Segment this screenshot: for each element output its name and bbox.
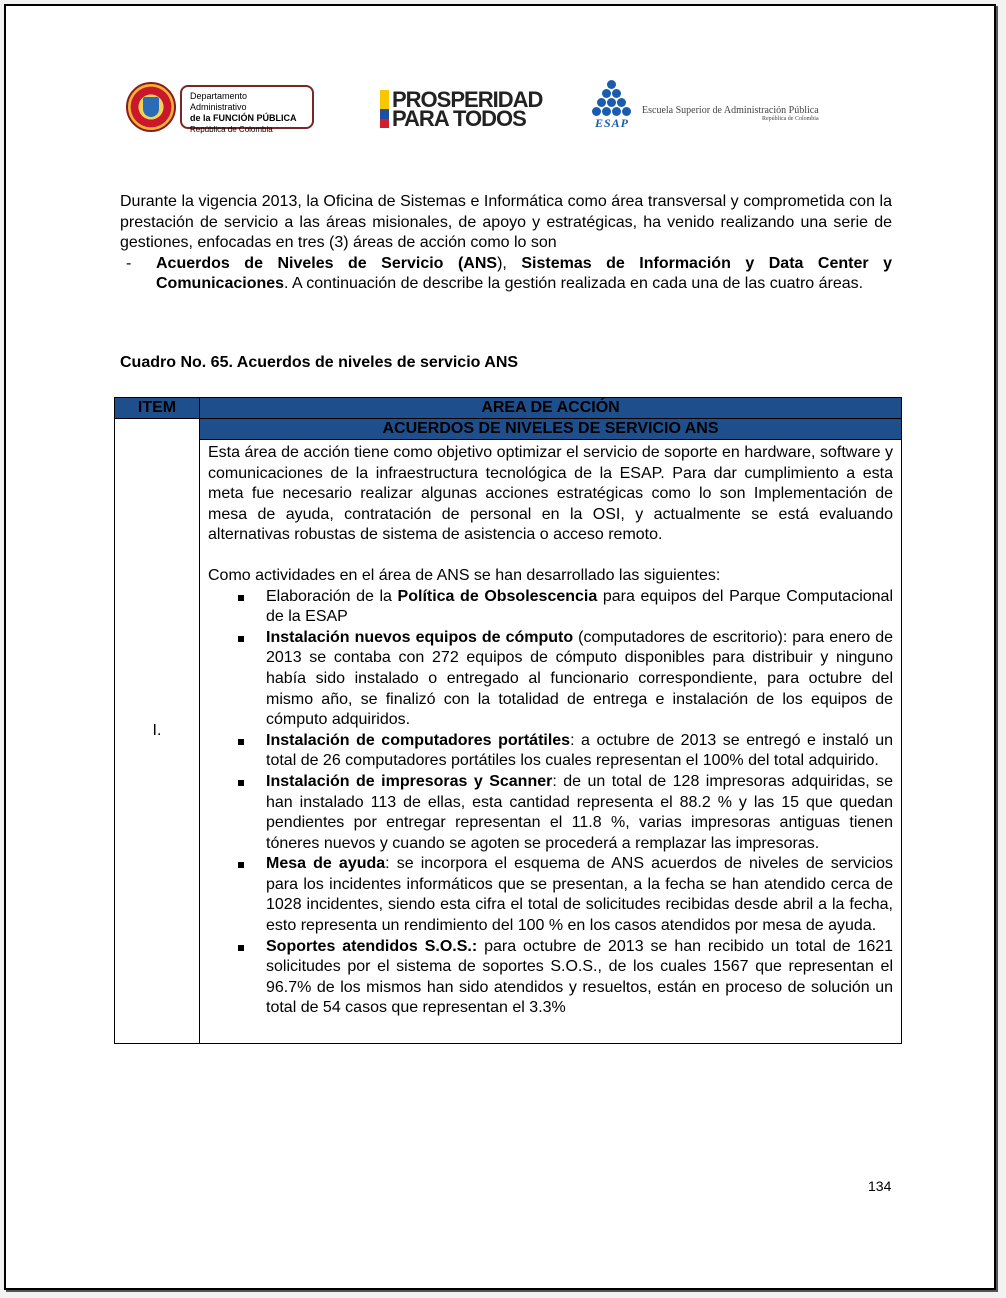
item-cell: I. <box>115 419 200 1044</box>
dafp-text-box <box>180 85 314 134</box>
content-cell <box>200 440 902 1044</box>
list-item: Instalación de computadores portátiles: a octubre de 2013 se entregó e instaló un total de 26 computadores portátiles los cuales representan el 100% del total adquirido. <box>208 731 893 772</box>
bullet-square-icon <box>238 780 244 786</box>
intro-paragraph: Durante la vigencia 2013, la Oficina de Sistemas e Informática como área transversal y comprometida con la prestación de servicio a las áreas misionales, de apoyo y estratégicas, ha venido realizando una serie de gestiones, enfocadas en tres (3) áreas de acción como lo son <box>120 193 892 252</box>
bullet-square-icon <box>238 595 244 601</box>
prosperidad-line1: PROSPERIDAD <box>392 87 543 112</box>
ans-table <box>114 397 902 1044</box>
esap-word: ESAP <box>594 116 629 130</box>
list-item: Instalación nuevos equipos de cómputo (computadores de escritorio): para enero de 2013 se contaba con 272 equipos de cómputo disponibles para distribuir y ninguno había sido instalado o entregado al funcionario correspondiente, para octubre del mismo año, se finalizó con la totalidad de entrega e instalación de los equipos de cómputo adquiridos. <box>208 628 893 731</box>
bullet-square-icon <box>238 945 244 951</box>
content-paragraph2: Como actividades en el área de ANS se han desarrollado las siguientes: <box>208 566 721 584</box>
dafp-logo <box>126 82 314 132</box>
prosperidad-line2: PARA TODOS <box>392 106 526 131</box>
header-item: ITEM <box>115 398 200 419</box>
dash-marker: - <box>126 254 132 272</box>
intro-bold-sistemas: Sistemas de Información y Data Center y Comunicaciones <box>156 254 893 293</box>
activity-list <box>208 587 893 1019</box>
esap-logo <box>586 80 819 128</box>
intro-text-1: ), <box>497 254 522 272</box>
colombia-flag-icon <box>380 90 389 128</box>
intro-section <box>120 192 892 295</box>
esap-line1: Escuela Superior de Administración Pública <box>642 105 819 116</box>
intro-text-2: . A continuación de describe la gestión realizada en cada una de las cuatro áreas. <box>284 275 864 293</box>
list-item: Instalación de impresoras y Scanner: de un total de 128 impresoras adquiridas, se han instalado 113 de ellas, esta cantidad representa el 88.2 % y las 15 que quedan pendientes por entregar representan el 11.8 %, varias impresoras antiguas tienen tóneres nuevos y cuando se agoten se procederá a remplazar las impresoras. <box>208 772 893 854</box>
subheader-ans: ACUERDOS DE NIVELES DE SERVICIO ANS <box>200 419 902 440</box>
list-item: Elaboración de la Política de Obsolescencia para equipos del Parque Computacional de la ESAP <box>208 587 893 628</box>
bullet-square-icon <box>238 739 244 745</box>
intro-dash-item <box>120 254 892 295</box>
dafp-line3: República de Colombia <box>190 125 273 134</box>
header-area: AREA DE ACCIÓN <box>200 398 902 419</box>
dafp-line1: Departamento Administrativo <box>190 91 248 112</box>
list-item: Soportes atendidos S.O.S.: para octubre de 2013 se han recibido un total de 1621 solicitudes por el sistema de soportes S.O.S., de los cuales 1567 que representan el 96.7% de los mismos han sido atendidos y resueltos, están en proceso de solución un total de 54 casos que representan el 3.3% <box>208 937 893 1019</box>
colombia-seal-icon <box>126 82 176 132</box>
dafp-line2: de la FUNCIÓN PÚBLICA <box>190 113 297 123</box>
document-page <box>4 4 996 1290</box>
bullet-square-icon <box>238 862 244 868</box>
list-item: Mesa de ayuda: se incorpora el esquema de ANS acuerdos de niveles de servicios para los incidentes informáticos que se presentan, a la fecha se han atendido cerca de 1028 incidentes, siendo esta cifra el total de solicitudes recibidas desde abril a la fecha, esto representa un rendimiento del 100 % en los casos atendidos por mesa de ayuda. <box>208 854 893 936</box>
esap-dots-icon <box>586 80 638 128</box>
page-number: 134 <box>868 1178 892 1194</box>
content-paragraph1: Esta área de acción tiene como objetivo optimizar el servicio de soporte en hardware, software y comunicaciones de la infraestructura tecnológica de la ESAP. Para dar cumplimiento a esta meta fue necesario realizar algunas acciones estratégicas como lo son Implementación de mesa de ayuda, contratación de personal en la OSI, y actualmente se está evaluando alternativas robustas de sistema de asistencia o acceso remoto. <box>208 444 893 544</box>
prosperidad-logo <box>380 87 543 131</box>
bullet-square-icon <box>238 636 244 642</box>
esap-line2: República de Colombia <box>761 116 819 122</box>
table-caption: Cuadro No. 65. Acuerdos de niveles de servicio ANS <box>120 354 519 371</box>
intro-bold-ans: Acuerdos de Niveles de Servicio (ANS <box>156 254 498 272</box>
